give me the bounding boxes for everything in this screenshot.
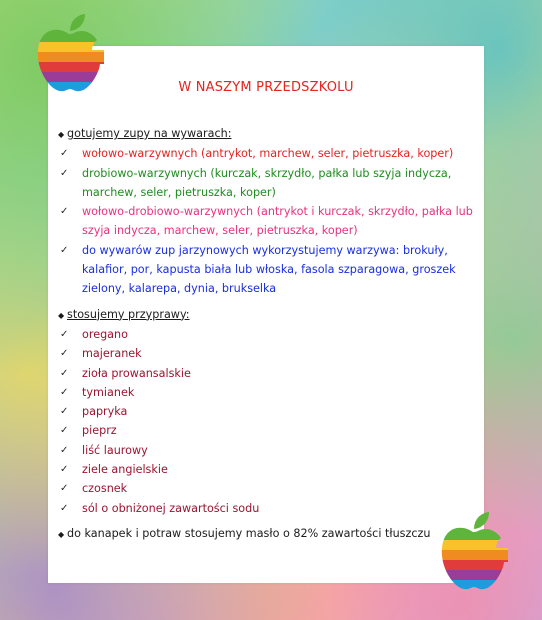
- list-item: [58, 344, 478, 363]
- list-item-text: ziele angielskie: [82, 463, 168, 477]
- list-item: [58, 241, 478, 299]
- list-item: [58, 441, 478, 460]
- section-heading-spices: [58, 305, 478, 325]
- checkmark-icon: ✓: [60, 328, 69, 340]
- list-item-text: pieprz: [82, 424, 117, 438]
- checkmark-icon: ✓: [60, 483, 69, 495]
- checkmark-icon: ✓: [60, 367, 69, 379]
- list-item: [58, 499, 478, 518]
- section-butter-note: [58, 524, 478, 544]
- butter-note-text: do kanapek i potraw stosujemy masło o 82% zawartości tłuszczu: [67, 526, 431, 540]
- spice-list: [58, 325, 478, 518]
- checkmark-icon: ✓: [60, 425, 69, 437]
- checkmark-icon: ✓: [60, 348, 69, 360]
- section-heading-text: stosujemy przyprawy:: [67, 307, 190, 321]
- checkmark-icon: ✓: [60, 502, 69, 514]
- checkmark-icon: ✓: [60, 464, 69, 476]
- list-item: [58, 383, 478, 402]
- page-title: W NASZYM PRZEDSZKOLU: [178, 80, 354, 95]
- diamond-icon: ◆: [58, 529, 65, 539]
- content-panel: [48, 46, 484, 583]
- list-item: [58, 144, 478, 163]
- checkmark-icon: ✓: [60, 386, 69, 398]
- list-item-text: papryka: [82, 405, 128, 419]
- diamond-icon: ◆: [58, 310, 65, 320]
- list-item-text: tymianek: [82, 385, 135, 399]
- content-body: [58, 124, 478, 544]
- list-item-text: drobiowo-warzywnych (kurczak, skrzydło, pałka lub szyja indycza, marchew, seler, pietruszka, koper): [82, 166, 452, 199]
- list-item: [58, 164, 478, 203]
- checkmark-icon: ✓: [60, 406, 69, 418]
- list-item: [58, 479, 478, 498]
- list-item: [58, 402, 478, 421]
- list-item: [58, 460, 478, 479]
- checkmark-icon: ✓: [60, 444, 69, 456]
- soup-list: [58, 144, 478, 298]
- checkmark-icon: ✓: [60, 148, 69, 160]
- list-item-text: liść laurowy: [82, 443, 148, 457]
- diamond-icon: ◆: [58, 130, 65, 139]
- list-item: [58, 202, 478, 241]
- list-item-text: zioła prowansalskie: [82, 366, 191, 380]
- list-item-text: wołowo-warzywnych (antrykot, marchew, seler, pietruszka, koper): [82, 147, 454, 161]
- list-item-text: wołowo-drobiowo-warzywnych (antrykot i kurczak, skrzydło, pałka lub szyja indycza, marchew, seler, pietruszka, koper): [82, 205, 473, 238]
- apple-logo-icon: [438, 510, 508, 592]
- list-item-text: do wywarów zup jarzynowych wykorzystujemy warzywa: brokuły, kalafior, por, kapusta biała lub włoska, fasola szparagowa, groszek zielony, kalarepa, dynia, brukselka: [82, 243, 456, 296]
- list-item: [58, 421, 478, 440]
- list-item: [58, 364, 478, 383]
- checkmark-icon: ✓: [60, 244, 69, 256]
- apple-logo-icon: [34, 12, 104, 94]
- checkmark-icon: ✓: [60, 206, 69, 218]
- section-heading-text: gotujemy zupy na wywarach:: [67, 127, 232, 140]
- checkmark-icon: ✓: [60, 167, 69, 179]
- list-item-text: sól o obniżonej zawartości sodu: [82, 501, 260, 515]
- list-item: [58, 325, 478, 344]
- list-item-text: czosnek: [82, 482, 128, 496]
- list-item-text: majeranek: [82, 347, 142, 361]
- section-heading-soups: [58, 124, 478, 144]
- list-item-text: oregano: [82, 327, 128, 341]
